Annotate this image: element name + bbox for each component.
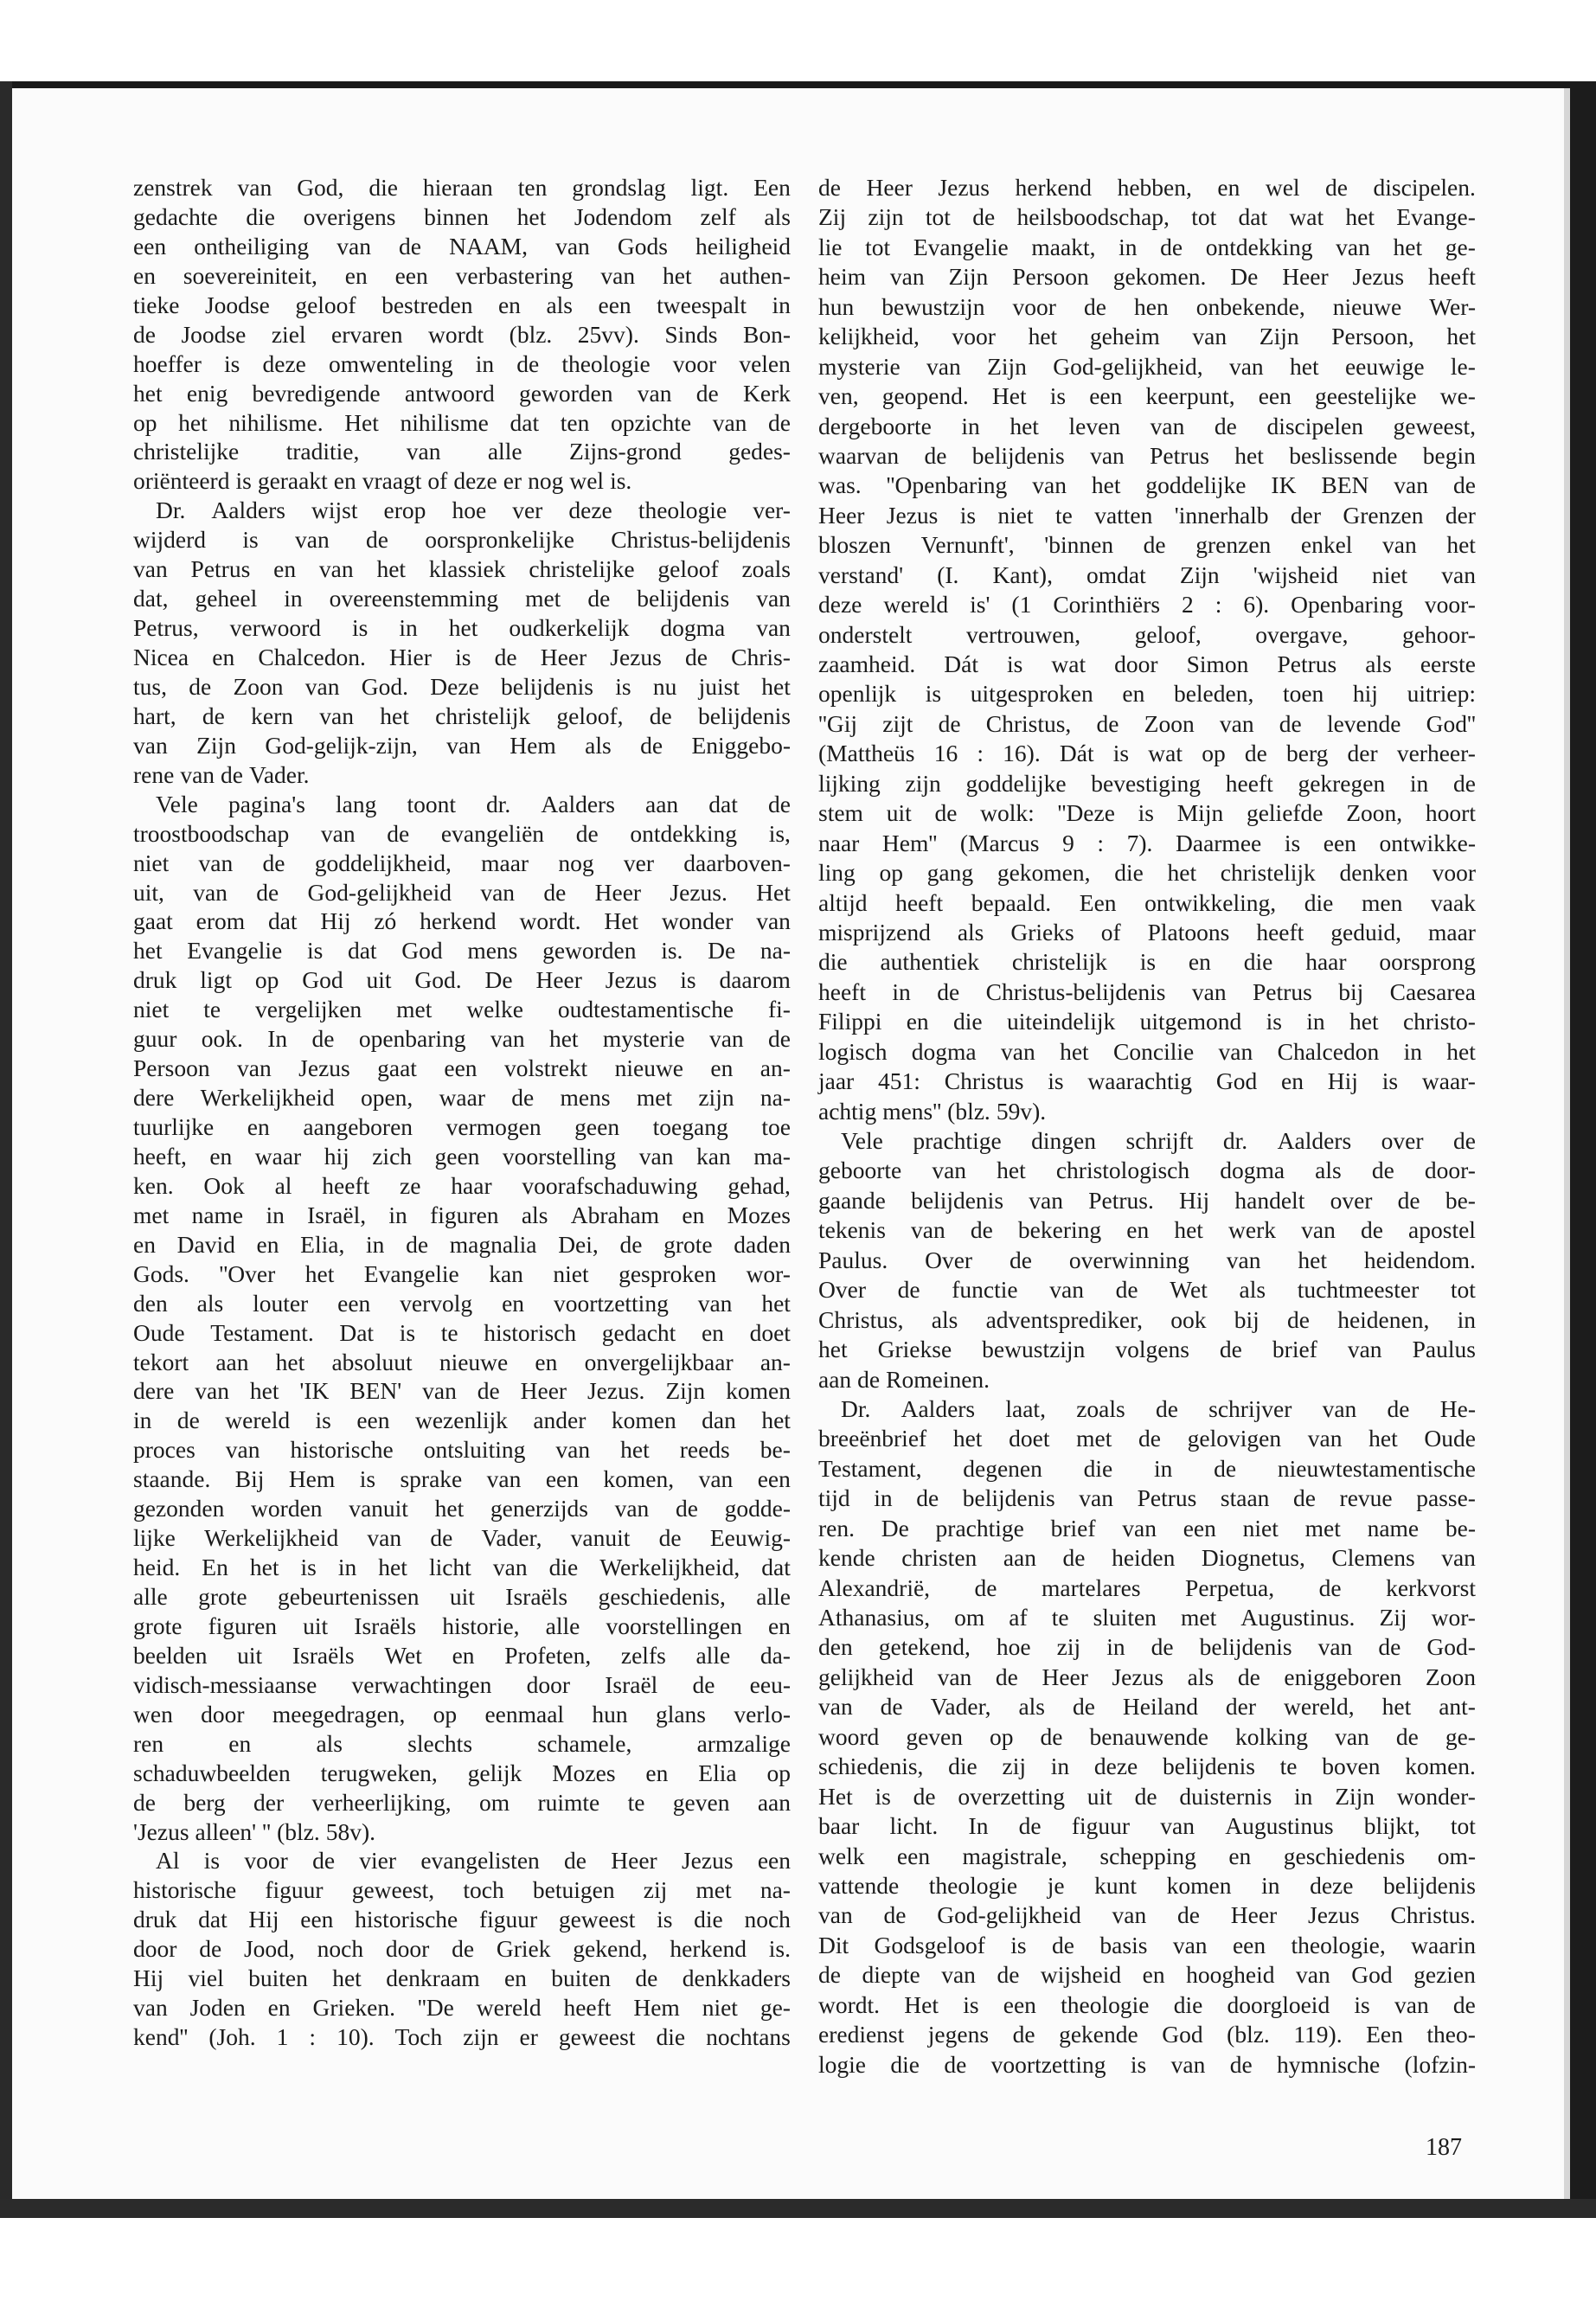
text-line: schiedenis, die zij in deze belijdenis te boven komen. [818, 1753, 1476, 1780]
text-line: Oude Testament. Dat is te historisch gedacht en doet [133, 1318, 791, 1346]
text-line: vattende theologie je kunt komen in deze belijdenis [818, 1871, 1476, 1899]
text-line: van de God-gelijkheid van de Heer Jezus Christus. [818, 1901, 1476, 1929]
scan-top-edge [9, 81, 1596, 88]
text-line: naar Hem'' (Marcus 9 : 7). Daarmee is een ontwikke- [818, 829, 1476, 856]
text-line: verstand' (I. Kant), omdat Zijn 'wijsheid niet van [818, 561, 1476, 588]
text-line: zaamheid. Dát is wat door Simon Petrus als eerste [818, 651, 1476, 677]
text-line: deze wereld is' (1 Corinthiërs 2 : 6). Openbaring voor- [818, 591, 1476, 619]
text-line: die authentiek christelijk is en die haar oorsprong [818, 948, 1476, 976]
text-line: het Evangelie is dat God mens geworden is. De na- [133, 937, 791, 965]
text-line: onderstelt vertrouwen, geloof, overgave, gehoor- [818, 620, 1476, 648]
text-line: tieke Joodse geloof bestreden en als een tweespalt in [133, 291, 791, 318]
text-line: geboorte van het christologisch dogma als de door- [818, 1157, 1476, 1184]
text-line: ling op gang gekomen, die het christelijk denken voor [818, 859, 1476, 887]
text-line: was. ''Openbaring van het goddelijke IK BEN van de [818, 471, 1476, 499]
text-line: dat, geheel in overeenstemming met de belijdenis van [133, 585, 791, 612]
text-line: proces van historische ontsluiting van het reeds be- [133, 1436, 791, 1464]
text-line: lie tot Evangelie maakt, in de ontdekking van het ge- [818, 233, 1476, 260]
text-line: ken. Ook al heeft ze haar voorafschaduwing gehad, [133, 1171, 791, 1199]
text-line: dere Werkelijkheid open, waar de mens met zijn na- [133, 1084, 791, 1112]
page-number: 187 [1426, 2134, 1462, 2161]
text-line: woord geven op de benauwende kolking van de ge- [818, 1722, 1476, 1750]
text-line: Persoon van Jezus gaat een volstrekt nieuwe en an- [133, 1054, 791, 1082]
text-line: Paulus. Over de overwinning van het heidendom. [818, 1246, 1476, 1273]
text-line: vidisch-messiaanse verwachtingen door Israël de eeu- [133, 1670, 791, 1698]
text-line: misprijzend als Grieks of Platoons heeft geduid, maar [818, 918, 1476, 945]
text-line: guur ook. In de openbaring van het mysterie van de [133, 1025, 791, 1053]
text-line: niet te vergelijken met welke oudtestamentische fi- [133, 996, 791, 1023]
text-line: logisch dogma van het Concilie van Chalcedon in het [818, 1037, 1476, 1065]
text-line: heid. En het is in het licht van die Werkelijkheid, dat [133, 1554, 791, 1581]
scan-bottom-edge [0, 2199, 1596, 2218]
text-line: Filippi en die uiteindelijk uitgemond is in het christo- [818, 1008, 1476, 1035]
text-line: lijke Werkelijkheid van de Vader, vanuit de Eeuwig- [133, 1524, 791, 1552]
text-line: wordt. Het is een theologie die doorgloeid is van de [818, 1990, 1476, 2018]
text-line: aan de Romeinen. [818, 1365, 990, 1393]
text-line: zenstrek van God, die hieraan ten grondslag ligt. Een [133, 174, 791, 201]
text-line: en soevereiniteit, en een verbastering van het authen- [133, 261, 791, 289]
text-line: eredienst jegens de gekende God (blz. 119). Een theo- [818, 2021, 1476, 2048]
text-line: ''Gij zijt de Christus, de Zoon van de levende God'' [818, 709, 1476, 737]
text-line: gaande belijdenis van Petrus. Hij handelt over de be- [818, 1186, 1476, 1214]
text-line: tus, de Zoon van God. Deze belijdenis is nu juist het [133, 672, 791, 700]
text-line: Al is voor de vier evangelisten de Heer Jezus een [156, 1847, 791, 1875]
text-line: Testament, degenen die in de nieuwtestamentische [818, 1454, 1476, 1482]
text-line: Vele pagina's lang toont dr. Aalders aan dat de [156, 790, 791, 817]
scan-left-edge [0, 81, 12, 2301]
text-line: uit, van de God-gelijkheid van de Heer Jezus. Het [133, 878, 791, 906]
text-line: Nicea en Chalcedon. Hier is de Heer Jezus de Chris- [133, 644, 791, 670]
text-line: kende christen aan de heiden Diognetus, Clemens van [818, 1544, 1476, 1572]
text-line: 'Jezus alleen' '' (blz. 58v). [133, 1817, 375, 1845]
text-line: druk ligt op God uit God. De Heer Jezus is daarom [133, 966, 791, 994]
text-line: gaat erom dat Hij zó herkend wordt. Het wonder van [133, 907, 791, 935]
text-line: schaduwbeelden terugweken, gelijk Mozes en Elia op [133, 1759, 791, 1786]
text-line: de berg der verheerlijking, om ruimte te geven aan [133, 1788, 791, 1816]
text-line: in de wereld is een wezenlijk ander komen dan het [133, 1407, 791, 1434]
text-line: welk een magistrale, schepping en geschiedenis om- [818, 1842, 1476, 1869]
text-line: rene van de Vader. [133, 760, 310, 788]
text-line: oriënteerd is geraakt en vraagt of deze er nog wel is. [133, 467, 632, 495]
text-line: mysterie van Zijn God-gelijkheid, van het eeuwige le- [818, 352, 1476, 380]
page-edge-shadow [1564, 88, 1570, 2199]
text-line: kelijkheid, voor het geheim van Zijn Persoon, het [818, 323, 1476, 350]
scan-bottom-margin [0, 2218, 1596, 2301]
text-line: hoeffer is deze omwenteling in de theologie voor velen [133, 349, 791, 377]
text-line: druk dat Hij een historische figuur geweest is die noch [133, 1906, 791, 1933]
text-line: wen door meegedragen, op eenmaal hun glans verlo- [133, 1700, 791, 1727]
text-line: den als louter een vervolg en voortzetting van het [133, 1289, 791, 1317]
text-line: kend'' (Joh. 1 : 10). Toch zijn er geweest die nochtans [133, 2023, 791, 2051]
text-line: (Mattheüs 16 : 16). Dát is wat op de berg der verheer- [818, 740, 1476, 767]
text-line: alle grote gebeurtenissen uit Israëls geschiedenis, alle [133, 1583, 791, 1610]
right-text-column [818, 173, 1476, 2080]
text-line: van Zijn God-gelijk-zijn, van Hem als de Eniggebo- [133, 731, 791, 759]
text-line: openlijk is uitgesproken en beleden, toen hij uitriep: [818, 680, 1476, 708]
text-line: bloszen Vernunft', 'binnen de grenzen enkel van het [818, 531, 1476, 559]
text-line: niet van de goddelijkheid, maar nog ver daarboven- [133, 849, 791, 876]
text-line: gedachte die overigens binnen het Jodendom zelf als [133, 202, 791, 230]
text-line: breeënbrief het doet met de gelovigen van het Oude [818, 1425, 1476, 1452]
text-line: baar licht. In de figuur van Augustinus blijkt, tot [818, 1812, 1476, 1840]
text-line: altijd heeft bepaald. Een ontwikkeling, die men vaak [818, 888, 1476, 916]
text-line: gelijkheid van de Heer Jezus als de eniggeboren Zoon [818, 1663, 1476, 1690]
text-line: Hij viel buiten het denkraam en buiten de denkkaders [133, 1965, 791, 1992]
scan-top-margin [0, 0, 1596, 81]
text-line: stem uit de wolk: ''Deze is Mijn geliefde Zoon, hoort [818, 799, 1476, 827]
text-line: Petrus, verwoord is in het oudkerkelijk dogma van [133, 614, 791, 642]
scan-right-edge [1570, 81, 1596, 2301]
text-line: wijderd is van de oorspronkelijke Christus-belijdenis [133, 526, 791, 554]
text-line: Dr. Aalders laat, zoals de schrijver van de He- [841, 1394, 1476, 1422]
text-line: op het nihilisme. Het nihilisme dat ten opzichte van de [133, 408, 791, 436]
text-line: ven, geopend. Het is een keerpunt, een geestelijke we- [818, 382, 1476, 410]
text-line: hun bewustzijn voor de hen onbekende, nieuwe Wer- [818, 292, 1476, 320]
text-line: Heer Jezus is niet te vatten 'innerhalb der Grenzen der [818, 501, 1476, 529]
text-line: lijking zijn goddelijke bevestiging heeft gekregen in de [818, 769, 1476, 797]
text-line: heeft, en waar hij zich geen voorstelling van kan ma- [133, 1142, 791, 1170]
text-line: Gods. ''Over het Evangelie kan niet gesproken wor- [133, 1259, 791, 1287]
text-line: ren en als slechts schamele, armzalige [133, 1729, 791, 1757]
text-line: Het is de overzetting uit de duisternis in Zijn wonder- [818, 1782, 1476, 1810]
text-line: dere van het 'IK BEN' van de Heer Jezus. Zijn komen [133, 1377, 791, 1405]
text-line: Dit Godsgeloof is de basis van een theologie, waarin [818, 1931, 1476, 1958]
text-line: tuurlijke en aangeboren vermogen geen toegang toe [133, 1113, 791, 1140]
text-line: het Griekse bewustzijn volgens de brief van Paulus [818, 1336, 1476, 1363]
text-line: van Joden en Grieken. ''De wereld heeft Hem niet ge- [133, 1994, 791, 2022]
text-line: tekenis van de bekering en het werk van de apostel [818, 1216, 1476, 1244]
text-line: den getekend, hoe zij in de belijdenis van de God- [818, 1633, 1476, 1661]
text-line: Vele prachtige dingen schrijft dr. Aalders over de [841, 1127, 1476, 1154]
text-line: het enig bevredigende antwoord geworden van de Kerk [133, 379, 791, 407]
text-line: heeft in de Christus-belijdenis van Petrus bij Caesarea [818, 977, 1476, 1005]
text-line: van de Vader, als de Heiland der wereld, het ant- [818, 1693, 1476, 1721]
text-line: jaar 451: Christus is waarachtig God en Hij is waar- [818, 1067, 1476, 1095]
text-line: een ontheiliging van de NAAM, van Gods heiligheid [133, 232, 791, 260]
text-line: historische figuur geweest, toch betuigen zij met na- [133, 1876, 791, 1904]
text-line: gezonden worden vanuit het generzijds van de godde- [133, 1495, 791, 1522]
text-line: en David en Elia, in de magnalia Dei, de grote daden [133, 1230, 791, 1258]
text-line: tekort aan het absoluut nieuwe en onvergelijkbaar an- [133, 1348, 791, 1375]
text-line: beelden uit Israëls Wet en Profeten, zelfs alle da- [133, 1641, 791, 1669]
text-line: hart, de kern van het christelijk geloof, de belijdenis [133, 702, 791, 729]
text-line: Over de functie van de Wet als tuchtmeester tot [818, 1276, 1476, 1304]
text-line: staande. Bij Hem is sprake van een komen, van een [133, 1465, 791, 1493]
text-line: heim van Zijn Persoon gekomen. De Heer Jezus heeft [818, 263, 1476, 291]
text-line: Dr. Aalders wijst erop hoe ver deze theologie ver- [156, 497, 791, 524]
text-line: de Joodse ziel ervaren wordt (blz. 25vv). Sinds Bon- [133, 320, 791, 348]
text-line: achtig mens'' (blz. 59v). [818, 1097, 1047, 1125]
text-line: troostboodschap van de evangeliën de ontdekking is, [133, 819, 791, 847]
text-line: logie die de voortzetting is van de hymnische (lofzin- [818, 2050, 1476, 2078]
text-line: door de Jood, noch door de Griek gekend, herkend is. [133, 1935, 791, 1963]
text-line: Alexandrië, de martelares Perpetua, de kerkvorst [818, 1574, 1476, 1601]
text-line: tijd in de belijdenis van Petrus staan de revue passe- [818, 1484, 1476, 1512]
text-line: Christus, als adventsprediker, ook bij de heidenen, in [818, 1305, 1476, 1333]
text-line: ren. De prachtige brief van een niet met name be- [818, 1514, 1476, 1541]
text-line: Athanasius, om af te sluiten met Augustinus. Zij wor- [818, 1604, 1476, 1631]
text-line: met name in Israël, in figuren als Abraham en Mozes [133, 1201, 791, 1228]
text-line: christelijke traditie, van alle Zijns-grond gedes- [133, 438, 791, 465]
text-line: van Petrus en van het klassiek christelijke geloof zoals [133, 555, 791, 583]
text-line: de Heer Jezus herkend hebben, en wel de discipelen. [818, 174, 1476, 201]
text-line: Zij zijn tot de heilsboodschap, tot dat wat het Evange- [818, 203, 1476, 231]
text-line: dergeboorte in het leven van de discipelen geweest, [818, 412, 1476, 439]
text-line: waarvan de belijdenis van Petrus het beslissende begin [818, 441, 1476, 469]
left-text-column [133, 173, 791, 2052]
text-line: de diepte van de wijsheid en hoogheid van God gezien [818, 1961, 1476, 1989]
text-line: grote figuren uit Israëls historie, alle voorstellingen en [133, 1612, 791, 1639]
